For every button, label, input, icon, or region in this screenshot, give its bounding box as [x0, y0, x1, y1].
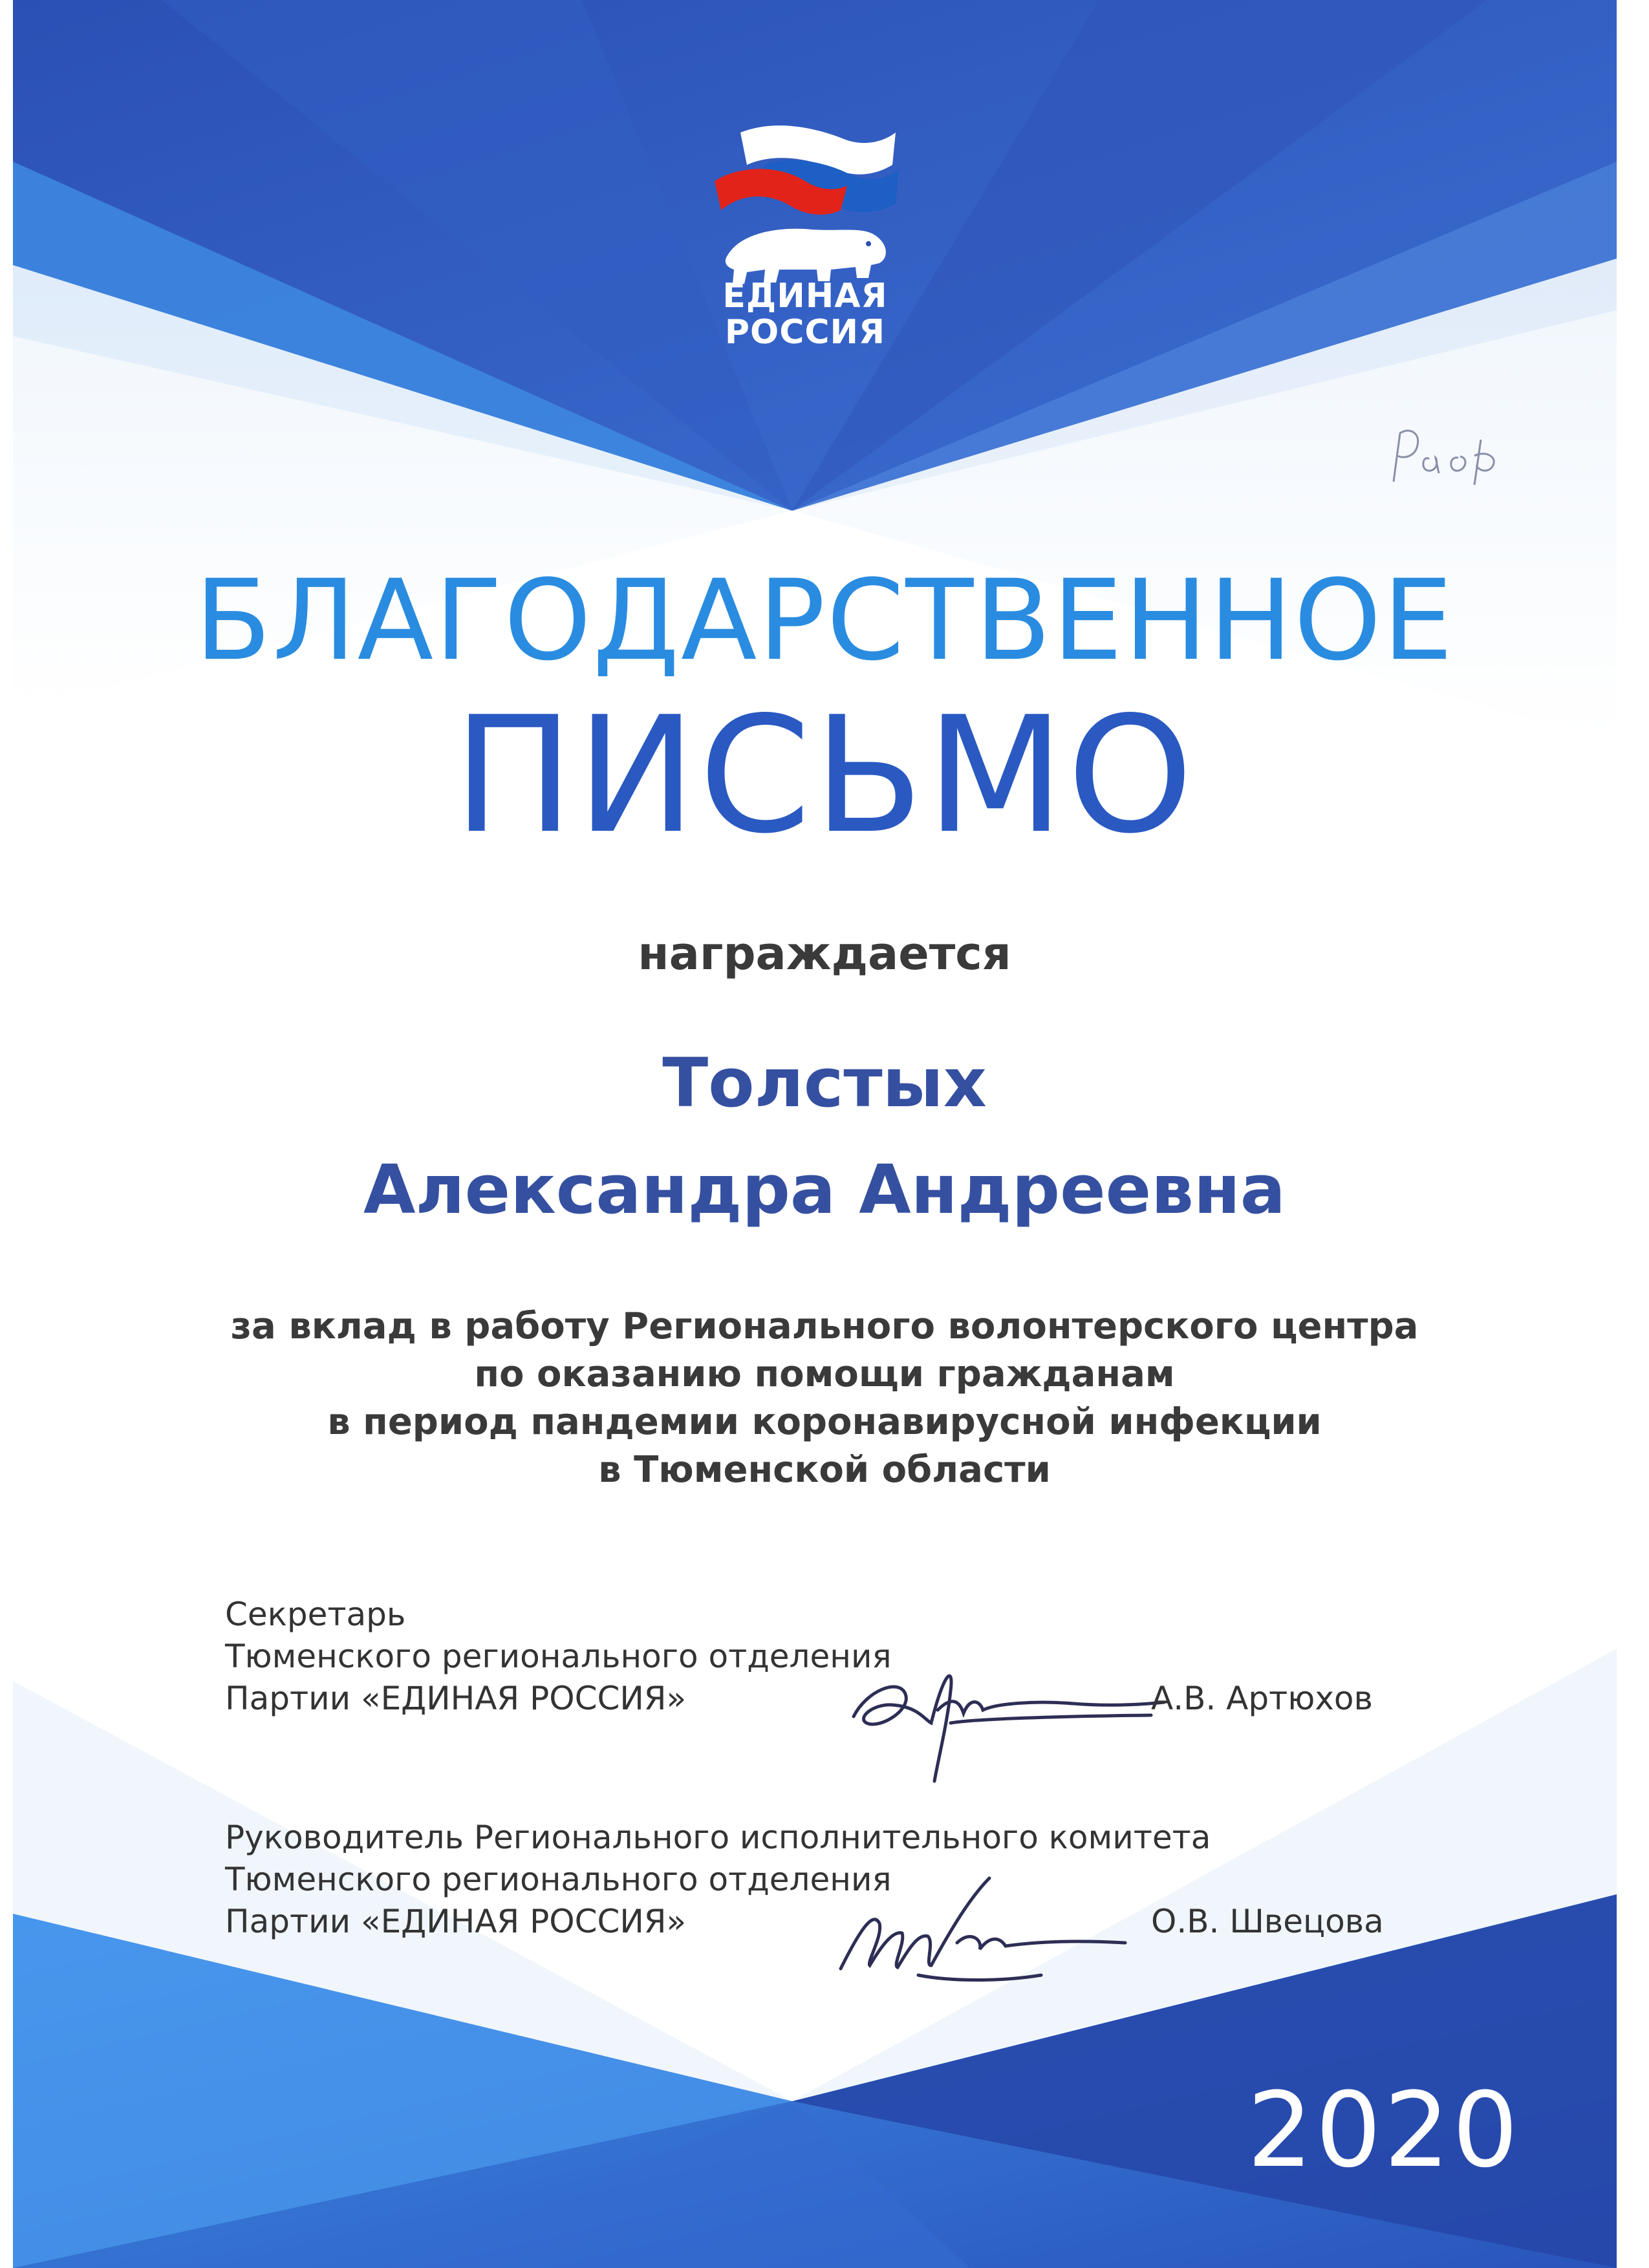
signature-1 [841, 1632, 1177, 1801]
signatory-title-line: Руководитель Регионального исполнительного комитета [225, 1819, 1211, 1856]
title-line1: БЛАГОДАРСТВЕННОЕ [195, 555, 1454, 685]
signatory-title-line: Партии «ЕДИНАЯ РОССИЯ» [225, 1903, 687, 1940]
signatory-title-line: Тюменского регионального отделения [225, 1638, 892, 1675]
reason-line: в период пандемии коронавирусной инфекции [327, 1401, 1322, 1443]
awarded-label: награждается [638, 927, 1011, 980]
logo-text-line2: РОССИЯ [724, 313, 886, 352]
award-reason [0, 1303, 1649, 1494]
bear-icon [726, 229, 886, 284]
signatory-title-line: Секретарь [225, 1596, 406, 1633]
reason-line: за вклад в работу Регионального волонтерского центра [230, 1305, 1419, 1347]
signatory-title-line: Партии «ЕДИНАЯ РОССИЯ» [225, 1680, 687, 1717]
recipient-given-names: Александра Андреевна [363, 1150, 1286, 1229]
signatory-2-name: О.В. Швецова [1151, 1903, 1384, 1940]
bear-eye-icon [866, 241, 871, 246]
reason-line: в Тюменской области [598, 1449, 1051, 1491]
title-line2: ПИСЬМО [453, 683, 1196, 869]
signatory-title-line: Тюменского регионального отделения [225, 1861, 892, 1898]
reason-line: по оказанию помощи гражданам [474, 1353, 1175, 1395]
handwritten-note [1384, 420, 1520, 491]
signature-2 [821, 1852, 1158, 2007]
year: 2020 [1247, 2070, 1521, 2190]
recipient-surname: Толстых [662, 1043, 987, 1122]
signatory-1-name: А.В. Артюхов [1151, 1680, 1373, 1717]
logo-text-line1: ЕДИНАЯ [722, 277, 888, 316]
